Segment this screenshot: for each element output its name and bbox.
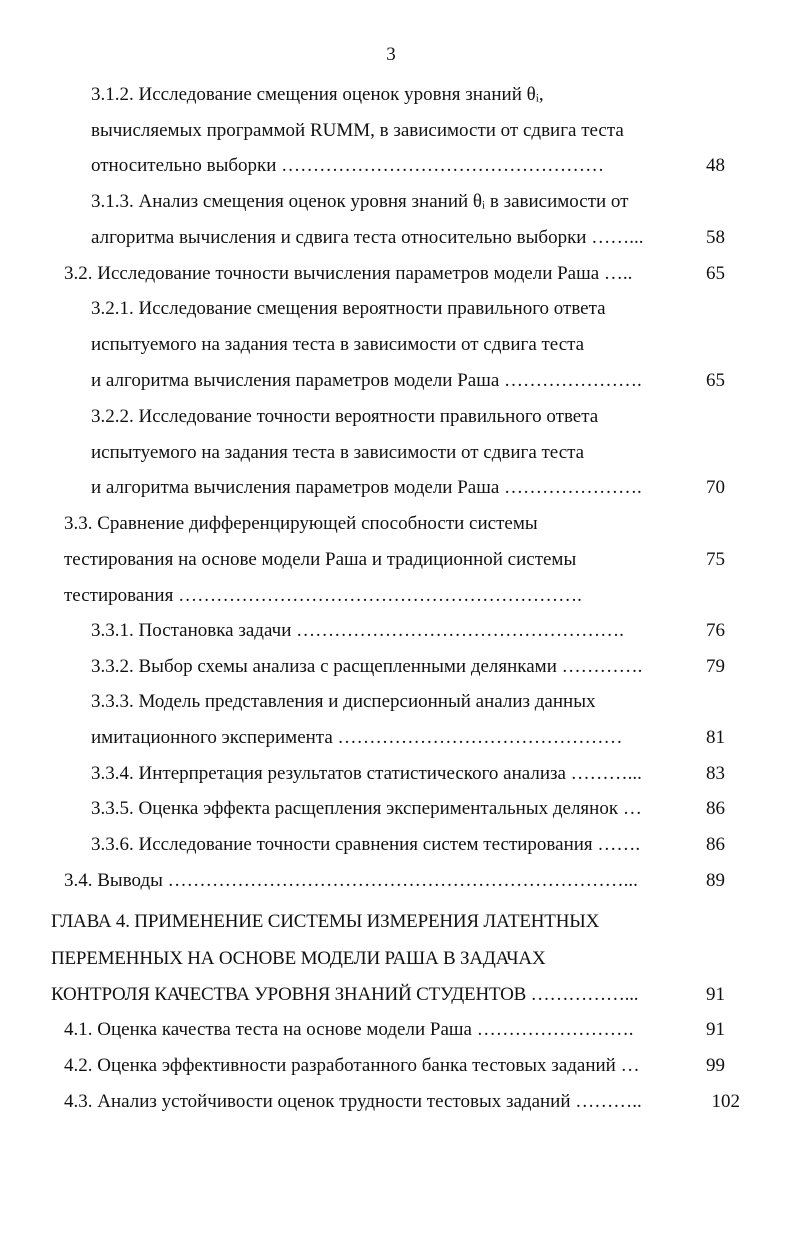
toc-entry-3-4-line-1: 3.4. Выводы ………………………………………………………………... <box>64 870 638 891</box>
toc-entry-3-2-2-line-3: и алгоритма вычисления параметров модели Раша …………………. <box>91 477 642 498</box>
toc-entry-3-3-line-1: 3.3. Сравнение дифференцирующей способности системы <box>64 513 538 534</box>
toc-entry-3-2-1-line-1: 3.2.1. Исследование смещения вероятности правильного ответа <box>91 298 606 319</box>
toc-entry-3-2-1-page: 65 <box>706 370 725 391</box>
toc-entry-3-3-2-line-1: 3.3.2. Выбор схемы анализа с расщепленными делянками …………. <box>91 656 643 677</box>
toc-entry-3-2-2-page: 70 <box>706 477 725 498</box>
toc-entry-3-3-5-page: 86 <box>706 798 725 819</box>
toc-entry-3-3-line-3: тестирования ………………………………………………………. <box>64 585 582 606</box>
toc-entry-4-2-page: 99 <box>706 1055 725 1076</box>
toc-entry-3-1-3-line-1: 3.1.3. Анализ смещения оценок уровня знаний θᵢ в зависимости от <box>91 191 629 212</box>
toc-entry-3-3-6-line-1: 3.3.6. Исследование точности сравнения систем тестирования ……. <box>91 834 641 855</box>
toc-entry-3-3-4-page: 83 <box>706 763 725 784</box>
toc-entry-3-2-2-line-1: 3.2.2. Исследование точности вероятности правильного ответа <box>91 406 599 427</box>
toc-entry-3-2-1-line-3: и алгоритма вычисления параметров модели Раша …………………. <box>91 370 642 391</box>
toc-chapter-4-line-3: КОНТРОЛЯ КАЧЕСТВА УРОВНЯ ЗНАНИЙ СТУДЕНТОВ ……………... <box>51 984 639 1005</box>
toc-entry-3-2-2-line-2: испытуемого на задания теста в зависимости от сдвига теста <box>91 442 585 463</box>
toc-entry-3-3-page: 75 <box>706 549 725 570</box>
toc-entry-4-1-page: 91 <box>706 1019 725 1040</box>
toc-entry-3-3-2-page: 79 <box>706 656 725 677</box>
toc-entry-3-1-2-page: 48 <box>706 155 725 176</box>
toc-entry-3-4-page: 89 <box>706 870 725 891</box>
toc-entry-3-3-4-line-1: 3.3.4. Интерпретация результатов статистического анализа ………... <box>91 763 642 784</box>
toc-entry-3-3-1-line-1: 3.3.1. Постановка задачи ……………………………………………. <box>91 620 624 641</box>
toc-entry-3-1-3-page: 58 <box>706 227 725 248</box>
toc-chapter-4-line-1: ГЛАВА 4. ПРИМЕНЕНИЕ СИСТЕМЫ ИЗМЕРЕНИЯ ЛАТЕНТНЫХ <box>51 911 600 932</box>
toc-entry-3-1-2-line-2: вычисляемых программой RUMM, в зависимости от сдвига теста <box>91 120 624 141</box>
toc-entry-3-3-3-line-1: 3.3.3. Модель представления и дисперсионный анализ данных <box>91 691 596 712</box>
toc-entry-3-1-2-line-3: относительно выборки …………………………………………… <box>91 155 605 176</box>
toc-entry-3-3-line-2: тестирования на основе модели Раша и традиционной системы <box>64 549 577 570</box>
toc-entry-3-3-6-page: 86 <box>706 834 725 855</box>
toc-entry-4-1-line-1: 4.1. Оценка качества теста на основе модели Раша ……………………. <box>64 1019 634 1040</box>
toc-entry-4-3-page: 102 <box>711 1091 740 1112</box>
toc-entry-3-2-page: 65 <box>706 263 725 284</box>
toc-entry-3-3-3-page: 81 <box>706 727 725 748</box>
toc-entry-4-3-line-1: 4.3. Анализ устойчивости оценок трудности тестовых заданий ……….. <box>64 1091 642 1112</box>
toc-entry-3-2-1-line-2: испытуемого на задания теста в зависимости от сдвига теста <box>91 334 585 355</box>
toc-entry-3-3-5-line-1: 3.3.5. Оценка эффекта расщепления экспериментальных делянок … <box>91 798 642 819</box>
toc-entry-3-1-2-line-1: 3.1.2. Исследование смещения оценок уровня знаний θᵢ, <box>91 84 544 105</box>
toc-entry-4-2-line-1: 4.2. Оценка эффективности разработанного банка тестовых заданий … <box>64 1055 640 1076</box>
page-number: 3 <box>386 44 396 65</box>
toc-entry-3-1-3-line-2: алгоритма вычисления и сдвига теста относительно выборки ……... <box>91 227 644 248</box>
toc-chapter-4-line-2: ПЕРЕМЕННЫХ НА ОСНОВЕ МОДЕЛИ РАША В ЗАДАЧАХ <box>51 948 546 969</box>
toc-chapter-4-page: 91 <box>706 984 725 1005</box>
toc-entry-3-3-3-line-2: имитационного эксперимента ……………………………………… <box>91 727 623 748</box>
toc-entry-3-2-line-1: 3.2. Исследование точности вычисления параметров модели Раша ….. <box>64 263 633 284</box>
toc-entry-3-3-1-page: 76 <box>706 620 725 641</box>
